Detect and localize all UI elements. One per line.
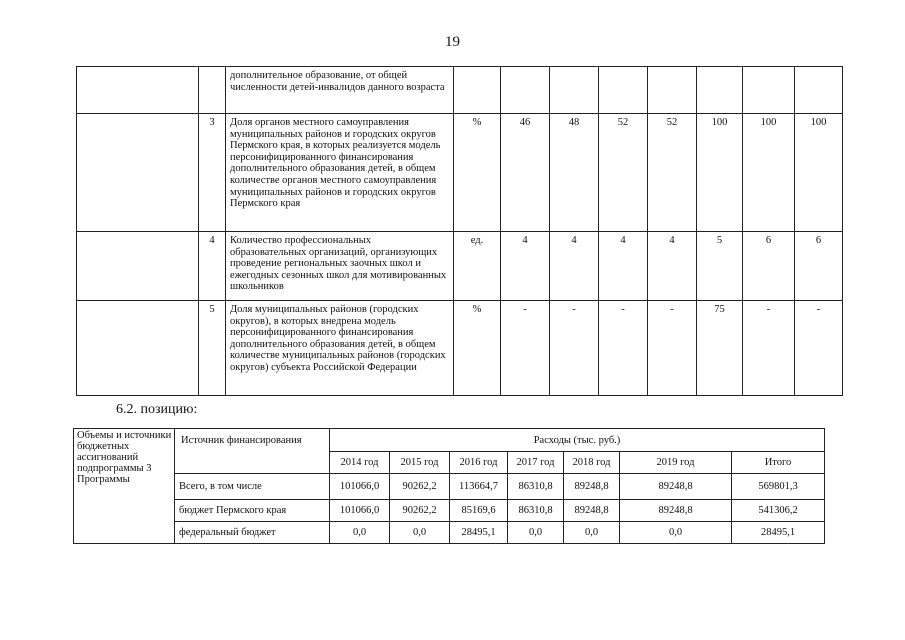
- funding-table: [73, 428, 825, 544]
- table-row: [74, 474, 825, 500]
- row-number: 3: [199, 114, 226, 232]
- amount-cell: 89248,8: [620, 500, 732, 522]
- amount-cell: 101066,0: [330, 474, 390, 500]
- indicator-value: -: [795, 301, 843, 396]
- indicator-value: [795, 67, 843, 114]
- amount-cell: 0,0: [564, 522, 620, 544]
- indicator-value: 52: [599, 114, 648, 232]
- indicator-value: [550, 67, 599, 114]
- row-number: [199, 67, 226, 114]
- row-number: 5: [199, 301, 226, 396]
- year-header: 2015 год: [390, 452, 450, 474]
- indicator-unit: ед.: [454, 232, 501, 301]
- indicator-value: -: [648, 301, 697, 396]
- year-header: 2014 год: [330, 452, 390, 474]
- indicator-value: [648, 67, 697, 114]
- amount-cell: 89248,8: [564, 474, 620, 500]
- indicator-value: 48: [550, 114, 599, 232]
- indicator-value: -: [501, 301, 550, 396]
- amount-cell: 90262,2: [390, 500, 450, 522]
- row-number: 4: [199, 232, 226, 301]
- total-cell: 28495,1: [732, 522, 825, 544]
- table-row: [77, 301, 843, 396]
- expenses-header: Расходы (тыс. руб.): [330, 429, 825, 452]
- blank-cell: [77, 232, 199, 301]
- amount-cell: 101066,0: [330, 500, 390, 522]
- indicator-unit: %: [454, 301, 501, 396]
- year-header: 2019 год: [620, 452, 732, 474]
- indicator-value: -: [599, 301, 648, 396]
- indicator-value: [697, 67, 743, 114]
- blank-cell: [77, 301, 199, 396]
- indicator-value: 75: [697, 301, 743, 396]
- indicator-value: -: [743, 301, 795, 396]
- amount-cell: 113664,7: [450, 474, 508, 500]
- section-label: 6.2. позицию:: [116, 402, 198, 417]
- amount-cell: 0,0: [390, 522, 450, 544]
- funding-source: бюджет Пермского края: [175, 500, 330, 522]
- source-header: Источник финансирования: [175, 429, 330, 474]
- amount-cell: 86310,8: [508, 474, 564, 500]
- indicator-value: 4: [501, 232, 550, 301]
- total-cell: 569801,3: [732, 474, 825, 500]
- blank-cell: [77, 67, 199, 114]
- amount-cell: 0,0: [508, 522, 564, 544]
- amount-cell: 89248,8: [564, 500, 620, 522]
- funding-source: Всего, в том числе: [175, 474, 330, 500]
- page-number: 19: [445, 34, 460, 50]
- table-row: [77, 67, 843, 114]
- indicator-unit: %: [454, 114, 501, 232]
- amount-cell: 86310,8: [508, 500, 564, 522]
- table-row: [74, 522, 825, 544]
- indicator-value: 46: [501, 114, 550, 232]
- amount-cell: 0,0: [620, 522, 732, 544]
- indicator-value: 4: [550, 232, 599, 301]
- total-header: Итого: [732, 452, 825, 474]
- year-header: 2017 год: [508, 452, 564, 474]
- indicator-description: Доля органов местного самоуправления муниципальных районов и городских округов Пермского края, в которых реализуется модель персонифицированного финансирования дополнительного образования детей, в общем количестве органов местного самоуправления муниципальных районов и городских округов Пермского края: [226, 114, 454, 232]
- indicator-unit: [454, 67, 501, 114]
- indicator-description: Количество профессиональных образовательных организаций, организующих проведение региональных заочных школ и ежегодных сезонных школ для мотивированных школьников: [226, 232, 454, 301]
- table-row: [77, 232, 843, 301]
- amount-cell: 0,0: [330, 522, 390, 544]
- indicator-value: 52: [648, 114, 697, 232]
- indicator-value: -: [550, 301, 599, 396]
- indicator-value: [599, 67, 648, 114]
- indicator-value: 100: [795, 114, 843, 232]
- table-row: [77, 114, 843, 232]
- amount-cell: 89248,8: [620, 474, 732, 500]
- subprogram-header: Объемы и источники бюджетных ассигнований подпрограммы 3 Программы: [74, 429, 175, 544]
- indicator-value: 5: [697, 232, 743, 301]
- indicator-value: [501, 67, 550, 114]
- funding-source: федеральный бюджет: [175, 522, 330, 544]
- total-cell: 541306,2: [732, 500, 825, 522]
- indicator-value: 4: [648, 232, 697, 301]
- indicator-value: 6: [795, 232, 843, 301]
- indicators-table: [76, 66, 843, 396]
- year-header: 2016 год: [450, 452, 508, 474]
- indicator-description: дополнительное образование, от общей численности детей-инвалидов данного возраста: [226, 67, 454, 114]
- indicator-value: [743, 67, 795, 114]
- table-row: [74, 429, 825, 452]
- indicator-value: 6: [743, 232, 795, 301]
- amount-cell: 85169,6: [450, 500, 508, 522]
- indicator-description: Доля муниципальных районов (городских округов), в которых внедрена модель персонифицированного финансирования дополнительного образования детей, в общем количестве муниципальных районов (городских округов) субъекта Российской Федерации: [226, 301, 454, 396]
- blank-cell: [77, 114, 199, 232]
- indicator-value: 4: [599, 232, 648, 301]
- year-header: 2018 год: [564, 452, 620, 474]
- amount-cell: 28495,1: [450, 522, 508, 544]
- indicator-value: 100: [697, 114, 743, 232]
- amount-cell: 90262,2: [390, 474, 450, 500]
- indicator-value: 100: [743, 114, 795, 232]
- table-row: [74, 500, 825, 522]
